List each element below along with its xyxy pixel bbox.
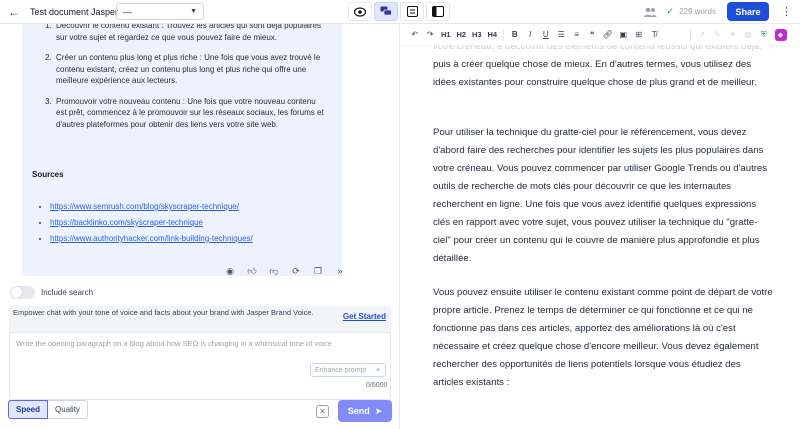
bullet-list-icon[interactable]: ☰ xyxy=(557,30,565,39)
heading4-button[interactable]: H4 xyxy=(487,30,498,39)
top-bar xyxy=(0,0,800,24)
compose-icon[interactable]: ↗ xyxy=(698,30,706,39)
sidebar-view-button[interactable] xyxy=(426,2,450,21)
prompt-placeholder: Write the opening paragraph on a blog about how SEO is changing in a whimsical tone of voice xyxy=(16,339,332,348)
magic-icon[interactable]: ✦ xyxy=(729,30,737,39)
settings-circle-icon[interactable]: ◍ xyxy=(744,30,752,39)
top-right-group xyxy=(643,2,800,21)
thumbs-down-icon[interactable]: 👎︎ xyxy=(269,266,279,276)
sources-list xyxy=(38,202,253,250)
bold-button[interactable]: B xyxy=(511,30,518,39)
chat-panel xyxy=(0,24,400,429)
toolbar-divider xyxy=(690,29,691,41)
editor-toolbar xyxy=(401,24,800,46)
word-count: 229 words xyxy=(679,7,716,16)
list-item: 2. Créer un contenu plus long et plus riche : Une fois que vous avez trouvé le contenu existant, créez un contenu plus long et plus riche qui offre une meilleure expérience aux lecteurs. xyxy=(54,52,328,87)
quality-mode-button[interactable]: Quality xyxy=(48,400,88,419)
include-search-toggle[interactable] xyxy=(10,286,35,299)
sidebar-icon xyxy=(432,6,444,17)
sources-heading: Sources xyxy=(32,170,64,179)
selector-value: — xyxy=(123,6,132,17)
more-menu-icon[interactable]: ⋮ xyxy=(781,6,792,18)
clear-format-icon[interactable]: T̸ xyxy=(651,30,657,39)
include-search-row xyxy=(10,286,93,299)
response-actions xyxy=(222,266,342,276)
prompt-input[interactable] xyxy=(9,332,391,400)
pen-icon[interactable]: ✎ xyxy=(713,30,721,39)
chat-response-card xyxy=(22,24,342,276)
heading3-button[interactable]: H3 xyxy=(471,30,482,39)
list-item: 1. Découvrir le contenu existant : Trouvez les articles qui sont déjà populaires sur votre sujet et regardez ce que vous pouvez faire de mieux. xyxy=(54,24,328,43)
brand-voice-banner xyxy=(9,306,391,332)
editor-paragraph: puis à créer quelque chose de mieux. En d'autres termes, vous utilisez des idées existantes pour construire quelque chose de plus grand et de meilleur. xyxy=(433,59,757,88)
list-item: 3. Promouvoir votre nouveau contenu : Une fois que votre nouveau contenu est prêt, commencez à le promouvoir sur les réseaux sociaux, les forums et d'autres plateformes pour obtenir des liens vers votre site web. xyxy=(54,96,328,131)
source-item xyxy=(50,218,253,227)
steps-list xyxy=(22,24,342,139)
clear-icon[interactable]: ✕ xyxy=(316,405,329,418)
send-arrow-icon: ➤ xyxy=(374,405,383,416)
source-link[interactable]: https://backlinko.com/skyscraper-technique xyxy=(50,218,203,227)
link-icon[interactable]: 🔗︎ xyxy=(602,30,613,39)
redo-icon[interactable]: ↷ xyxy=(426,30,434,39)
quote-icon[interactable]: ❝ xyxy=(590,30,595,39)
table-icon[interactable]: ⊞ xyxy=(635,30,643,39)
sparkle-icon: ✦ xyxy=(375,367,381,374)
heading1-button[interactable]: H1 xyxy=(440,30,451,39)
top-fade xyxy=(401,46,800,56)
editor-paragraph: Pour utiliser la technique du gratte-ciel pour le référencement, vous devez d'abord faire des recherches pour identifier les sujets les plus populaires dans votre créneau. Vous pouvez commencer par utiliser Google Trends ou d'autres outils de recherche de mots clés pour découvrir ce que les internautes recherchent en ligne. Une fois que vous avez identifié quelques expressions clés en rapport avec votre sujet, vous pouvez utiliser la technique du "gratte-ciel" pour créer un contenu qui le couvre de manière plus approfondie et plus détaillée. xyxy=(433,127,768,264)
chat-icon xyxy=(380,6,392,17)
template-view-button[interactable] xyxy=(400,2,424,21)
italic-button[interactable]: I xyxy=(529,30,532,39)
include-search-label: Include search xyxy=(41,288,94,297)
source-link[interactable]: https://www.semrush.com/blog/skyscraper-technique/ xyxy=(50,202,239,211)
template-icon xyxy=(407,6,418,17)
source-item xyxy=(50,202,253,211)
document-editor[interactable] xyxy=(401,46,800,429)
forward-icon[interactable]: » xyxy=(337,266,342,276)
char-count: 0/6000 xyxy=(366,382,388,389)
image-icon[interactable]: ▣ xyxy=(619,30,628,39)
source-item xyxy=(50,234,253,243)
send-button[interactable] xyxy=(338,400,392,422)
chevron-down-icon: ▼ xyxy=(190,8,197,15)
editor-paragraph: Vous pouvez ensuite utiliser le contenu existant comme point de départ de votre propre article. Prenez le temps de déterminer ce qui fonctionne et ce qui ne fonctionne pas dans ces articles, apportez des améliorations là où c'est nécessaire et créez quelque chose d'encore meilleur. Vous devez également rechercher des opportunités de liens potentiels lorsque vous étudiez des articles existants : xyxy=(433,287,773,388)
preview-eye-button[interactable] xyxy=(348,2,372,21)
copy-icon[interactable]: ❐ xyxy=(313,266,323,276)
refresh-icon[interactable]: ⟳ xyxy=(292,266,300,276)
underline-button[interactable]: U xyxy=(542,30,549,39)
eye-icon xyxy=(354,7,366,17)
numbered-list-icon[interactable]: ≡ xyxy=(574,30,580,39)
undo-icon[interactable]: ↶ xyxy=(411,30,419,39)
chat-view-button[interactable] xyxy=(374,2,398,21)
brand-voice-text: Empower chat with your tone of voice and facts about your brand with Jasper Brand Voice. xyxy=(13,308,314,317)
speed-mode-button[interactable]: Speed xyxy=(8,400,48,419)
source-link[interactable]: https://www.authorityhacker.com/link-building-techniques/ xyxy=(50,234,253,243)
document-title[interactable]: Test document Jasper xyxy=(30,6,119,17)
heading2-button[interactable]: H2 xyxy=(456,30,467,39)
eye-icon[interactable]: ◉ xyxy=(226,266,234,276)
enhance-label: Enhance prompt xyxy=(315,366,367,374)
jasper-ai-icon[interactable]: ◆ xyxy=(775,29,787,41)
toolbar-divider xyxy=(503,29,504,41)
back-arrow-icon[interactable]: ← xyxy=(8,4,20,19)
collaborators-icon[interactable] xyxy=(643,5,657,19)
view-mode-group xyxy=(348,2,450,21)
thumbs-up-icon[interactable]: 👍︎ xyxy=(247,266,257,276)
shield-icon[interactable]: ⛨ xyxy=(760,29,767,39)
saved-check-icon: ✓ xyxy=(666,6,675,16)
mode-toggle xyxy=(8,400,88,419)
enhance-prompt-button[interactable] xyxy=(310,363,386,377)
share-button[interactable]: Share xyxy=(727,2,769,21)
get-started-link[interactable]: Get Started xyxy=(342,312,386,321)
send-label: Send xyxy=(347,406,370,416)
brand-voice-selector[interactable] xyxy=(116,3,204,20)
